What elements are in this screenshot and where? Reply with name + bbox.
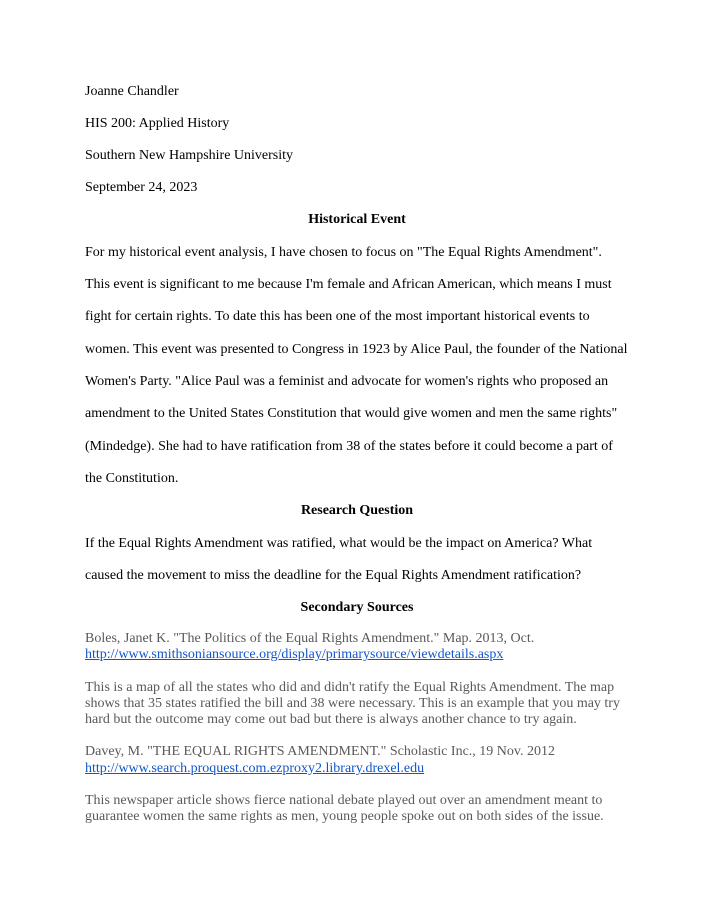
- document-date: September 24, 2023: [85, 180, 198, 195]
- section-heading-research-question: Research Question: [300, 503, 414, 518]
- paragraph-line: the Constitution.: [85, 471, 179, 486]
- paragraph-line: fight for certain rights. To date this has been one of the most important historical events to: [85, 309, 590, 324]
- section-heading-secondary-sources: Secondary Sources: [300, 600, 414, 615]
- school-name: Southern New Hampshire University: [85, 148, 294, 163]
- paragraph-line: For my historical event analysis, I have chosen to focus on "The Equal Rights Amendment".: [85, 245, 602, 260]
- source-summary-line: guarantee women the same rights as men, young people spoke out on both sides of the issue.: [85, 809, 604, 824]
- course-name: HIS 200: Applied History: [85, 116, 230, 131]
- source-link[interactable]: http://www.smithsoniansource.org/display/primarysource/viewdetails.aspx: [85, 647, 504, 662]
- source-summary-line: hard but the outcome may come out bad but there is always another chance to try again.: [85, 712, 577, 727]
- paragraph-line: If the Equal Rights Amendment was ratified, what would be the impact on America? What: [85, 536, 593, 551]
- author-name: Joanne Chandler: [85, 84, 179, 99]
- paragraph-line: women. This event was presented to Congress in 1923 by Alice Paul, the founder of the National: [85, 342, 628, 357]
- source-summary-line: shows that 35 states ratified the bill and 38 were necessary. This is an example that you may try: [85, 696, 620, 711]
- source-summary-line: This is a map of all the states who did and didn't ratify the Equal Rights Amendment. The map: [85, 680, 615, 695]
- paragraph-line: amendment to the United States Constitution that would give women and men the same rights": [85, 406, 618, 421]
- paragraph-line: caused the movement to miss the deadline for the Equal Rights Amendment ratification?: [85, 568, 582, 583]
- source-summary-line: This newspaper article shows fierce national debate played out over an amendment meant to: [85, 793, 603, 808]
- source-link[interactable]: http://www.search.proquest.com.ezproxy2.library.drexel.edu: [85, 761, 425, 776]
- section-heading-historical-event: Historical Event: [308, 212, 406, 227]
- paragraph-line: (Mindedge). She had to have ratification from 38 of the states before it could become a part of: [85, 439, 613, 454]
- paragraph-line: Women's Party. "Alice Paul was a feminist and advocate for women's rights who proposed an: [85, 374, 609, 389]
- source-citation: Davey, M. "THE EQUAL RIGHTS AMENDMENT." Scholastic Inc., 19 Nov. 2012: [85, 744, 555, 759]
- source-citation: Boles, Janet K. "The Politics of the Equal Rights Amendment." Map. 2013, Oct.: [85, 631, 535, 646]
- paragraph-line: This event is significant to me because I'm female and African American, which means I must: [85, 277, 612, 292]
